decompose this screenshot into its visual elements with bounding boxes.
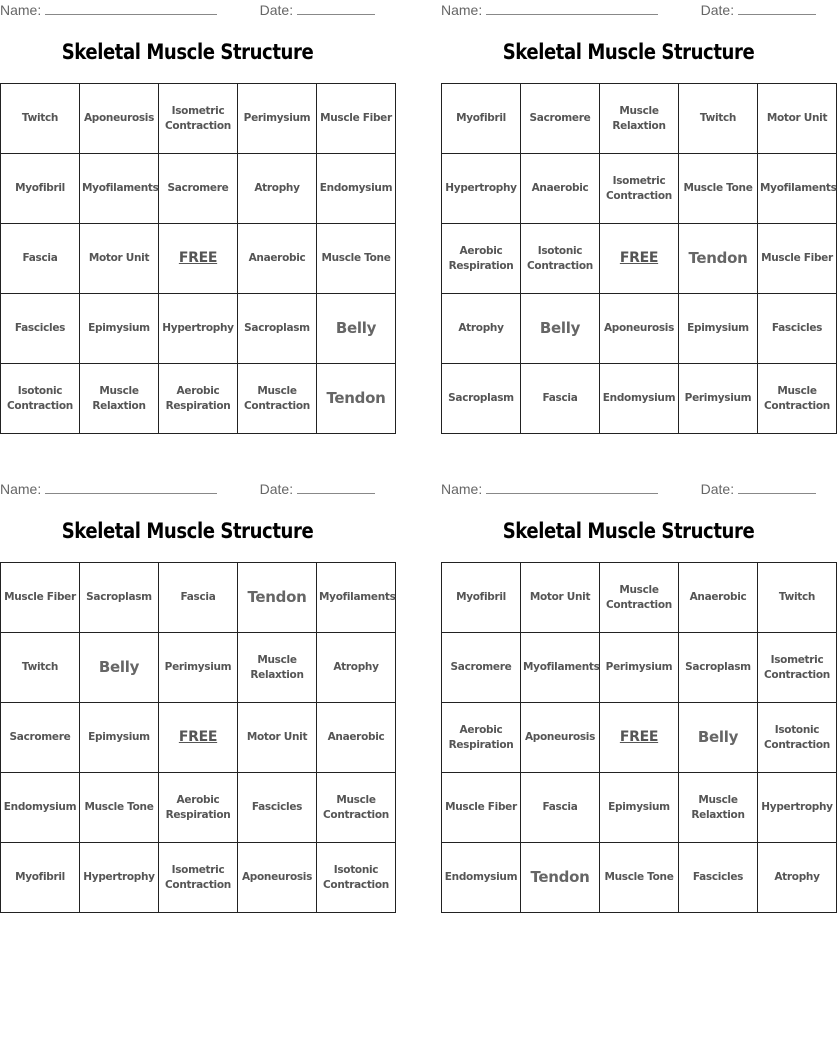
- bingo-row: [442, 294, 837, 364]
- name-field[interactable]: [441, 481, 658, 497]
- bingo-cell: Atrophy: [758, 843, 837, 913]
- date-line: [297, 2, 375, 15]
- date-line: [297, 481, 375, 494]
- bingo-cell: Fascicles: [1, 294, 80, 364]
- date-label: Date:: [700, 481, 735, 497]
- bingo-cell: Fascia: [521, 773, 600, 843]
- bingo-row: [442, 154, 837, 224]
- bingo-grid: [0, 562, 396, 913]
- bingo-cell: Belly: [317, 294, 396, 364]
- bingo-cell: Motor Unit: [238, 703, 317, 773]
- date-field[interactable]: [701, 481, 816, 497]
- bingo-grid: [0, 83, 396, 434]
- card-header: [441, 0, 816, 22]
- bingo-cell: Fascia: [1, 224, 80, 294]
- bingo-cell: Sacroplasm: [80, 563, 159, 633]
- bingo-grid: [441, 562, 837, 913]
- bingo-cell: Fascia: [521, 364, 600, 434]
- bingo-cell: Muscle Fiber: [758, 224, 837, 294]
- bingo-cell: Aponeurosis: [80, 84, 159, 154]
- name-line: [45, 481, 217, 494]
- date-line: [738, 2, 816, 15]
- bingo-cell: Muscle Tone: [80, 773, 159, 843]
- bingo-cell: Muscle Contraction: [758, 364, 837, 434]
- bingo-cell: Isotonic Contraction: [317, 843, 396, 913]
- bingo-cell: Myofilaments: [521, 633, 600, 703]
- bingo-cell: Perimysium: [679, 364, 758, 434]
- bingo-cell: Anaerobic: [317, 703, 396, 773]
- name-field[interactable]: [0, 481, 217, 497]
- date-field[interactable]: [260, 2, 375, 18]
- bingo-cell: Muscle Tone: [317, 224, 396, 294]
- bingo-row: [442, 773, 837, 843]
- bingo-cell: Epimysium: [80, 703, 159, 773]
- bingo-row: [442, 843, 837, 913]
- card-header: [0, 479, 375, 501]
- bingo-cell: Aerobic Respiration: [159, 364, 238, 434]
- date-line: [738, 481, 816, 494]
- bingo-cell: Hypertrophy: [442, 154, 521, 224]
- bingo-row: [442, 224, 837, 294]
- name-field[interactable]: [0, 2, 217, 18]
- bingo-cell: Epimysium: [80, 294, 159, 364]
- bingo-cell: Twitch: [1, 84, 80, 154]
- bingo-cell: FREE: [600, 224, 679, 294]
- bingo-cell: Muscle Contraction: [317, 773, 396, 843]
- bingo-cell: Atrophy: [238, 154, 317, 224]
- bingo-cell: Myofibril: [1, 154, 80, 224]
- bingo-cell: Endomysium: [600, 364, 679, 434]
- bingo-cell: Isometric Contraction: [159, 843, 238, 913]
- name-label: Name:: [0, 481, 42, 497]
- date-label: Date:: [259, 481, 294, 497]
- bingo-cell: Myofilaments: [317, 563, 396, 633]
- bingo-cell: Sacroplasm: [238, 294, 317, 364]
- bingo-cell: FREE: [600, 703, 679, 773]
- bingo-cell: Aponeurosis: [521, 703, 600, 773]
- bingo-cell: Twitch: [758, 563, 837, 633]
- bingo-cell: Aerobic Respiration: [159, 773, 238, 843]
- bingo-cell: Tendon: [521, 843, 600, 913]
- bingo-cell: Aerobic Respiration: [442, 703, 521, 773]
- name-field[interactable]: [441, 2, 658, 18]
- date-label: Date:: [700, 2, 735, 18]
- bingo-cell: Atrophy: [442, 294, 521, 364]
- bingo-cell: Muscle Fiber: [442, 773, 521, 843]
- bingo-cell: Isotonic Contraction: [521, 224, 600, 294]
- bingo-cell: Myofilaments: [758, 154, 837, 224]
- bingo-card-2: [441, 0, 837, 412]
- bingo-cell: Isotonic Contraction: [758, 703, 837, 773]
- bingo-cell: Sacroplasm: [679, 633, 758, 703]
- card-title: Skeletal Muscle Structure: [61, 519, 314, 543]
- bingo-cell: Muscle Contraction: [238, 364, 317, 434]
- name-label: Name:: [441, 481, 483, 497]
- bingo-cell: Muscle Fiber: [317, 84, 396, 154]
- card-title: Skeletal Muscle Structure: [502, 519, 755, 543]
- bingo-cell: Muscle Relaxtion: [600, 84, 679, 154]
- bingo-cell: Muscle Relaxtion: [679, 773, 758, 843]
- bingo-cell: Sacromere: [159, 154, 238, 224]
- bingo-grid: [441, 83, 837, 434]
- bingo-row: [442, 364, 837, 434]
- bingo-row: [1, 364, 396, 434]
- bingo-cell: Aerobic Respiration: [442, 224, 521, 294]
- bingo-row: [1, 773, 396, 843]
- bingo-cell: FREE: [159, 703, 238, 773]
- bingo-row: [1, 633, 396, 703]
- bingo-row: [1, 294, 396, 364]
- bingo-cell: Endomysium: [442, 843, 521, 913]
- bingo-cell: Aponeurosis: [600, 294, 679, 364]
- bingo-cell: Hypertrophy: [758, 773, 837, 843]
- bingo-cell: Muscle Relaxtion: [80, 364, 159, 434]
- date-field[interactable]: [260, 481, 375, 497]
- bingo-cell: Isometric Contraction: [600, 154, 679, 224]
- bingo-row: [1, 703, 396, 773]
- bingo-cell: Perimysium: [238, 84, 317, 154]
- bingo-cell: Twitch: [679, 84, 758, 154]
- bingo-cell: Anaerobic: [679, 563, 758, 633]
- bingo-cell: Motor Unit: [758, 84, 837, 154]
- bingo-cell: Anaerobic: [238, 224, 317, 294]
- bingo-row: [1, 224, 396, 294]
- bingo-row: [442, 633, 837, 703]
- bingo-cell: Tendon: [238, 563, 317, 633]
- bingo-cell: Isotonic Contraction: [1, 364, 80, 434]
- bingo-cell: Sacromere: [1, 703, 80, 773]
- bingo-cell: Epimysium: [679, 294, 758, 364]
- bingo-cell: Belly: [521, 294, 600, 364]
- bingo-cell: Fascicles: [758, 294, 837, 364]
- bingo-cell: Tendon: [679, 224, 758, 294]
- bingo-cell: Isometric Contraction: [758, 633, 837, 703]
- bingo-row: [442, 563, 837, 633]
- bingo-cell: Endomysium: [317, 154, 396, 224]
- date-field[interactable]: [701, 2, 816, 18]
- bingo-cell: Twitch: [1, 633, 80, 703]
- card-header: [0, 0, 375, 22]
- bingo-row: [1, 84, 396, 154]
- bingo-row: [442, 84, 837, 154]
- bingo-cell: Anaerobic: [521, 154, 600, 224]
- bingo-cell: Endomysium: [1, 773, 80, 843]
- bingo-cell: Tendon: [317, 364, 396, 434]
- bingo-cell: Muscle Contraction: [600, 563, 679, 633]
- bingo-cell: Belly: [679, 703, 758, 773]
- bingo-row: [1, 563, 396, 633]
- name-label: Name:: [0, 2, 42, 18]
- card-header: [441, 479, 816, 501]
- bingo-cell: Sacromere: [521, 84, 600, 154]
- bingo-cell: Myofilaments: [80, 154, 159, 224]
- bingo-cell: Hypertrophy: [80, 843, 159, 913]
- bingo-cell: Myofibril: [442, 563, 521, 633]
- bingo-cell: Perimysium: [159, 633, 238, 703]
- bingo-row: [442, 703, 837, 773]
- bingo-cell: Sacromere: [442, 633, 521, 703]
- bingo-cell: Hypertrophy: [159, 294, 238, 364]
- bingo-cell: Atrophy: [317, 633, 396, 703]
- bingo-cell: Muscle Tone: [679, 154, 758, 224]
- bingo-cell: Myofibril: [1, 843, 80, 913]
- bingo-cell: Sacroplasm: [442, 364, 521, 434]
- bingo-card-3: [0, 479, 396, 891]
- date-label: Date:: [259, 2, 294, 18]
- name-label: Name:: [441, 2, 483, 18]
- bingo-cell: FREE: [159, 224, 238, 294]
- bingo-cell: Muscle Relaxtion: [238, 633, 317, 703]
- bingo-cell: Fascia: [159, 563, 238, 633]
- bingo-cell: Fascicles: [679, 843, 758, 913]
- name-line: [45, 2, 217, 15]
- bingo-card-4: [441, 479, 833, 886]
- bingo-row: [1, 843, 396, 913]
- bingo-cell: Perimysium: [600, 633, 679, 703]
- bingo-cell: Epimysium: [600, 773, 679, 843]
- bingo-cell: Myofibril: [442, 84, 521, 154]
- bingo-cell: Motor Unit: [80, 224, 159, 294]
- name-line: [486, 481, 658, 494]
- card-title: Skeletal Muscle Structure: [61, 40, 314, 64]
- name-line: [486, 2, 658, 15]
- bingo-cell: Muscle Fiber: [1, 563, 80, 633]
- bingo-cell: Muscle Tone: [600, 843, 679, 913]
- card-title: Skeletal Muscle Structure: [502, 40, 755, 64]
- bingo-cell: Motor Unit: [521, 563, 600, 633]
- bingo-cell: Isometric Contraction: [159, 84, 238, 154]
- bingo-cell: Aponeurosis: [238, 843, 317, 913]
- bingo-cell: Belly: [80, 633, 159, 703]
- bingo-cell: Fascicles: [238, 773, 317, 843]
- bingo-row: [1, 154, 396, 224]
- bingo-card-1: [0, 0, 393, 412]
